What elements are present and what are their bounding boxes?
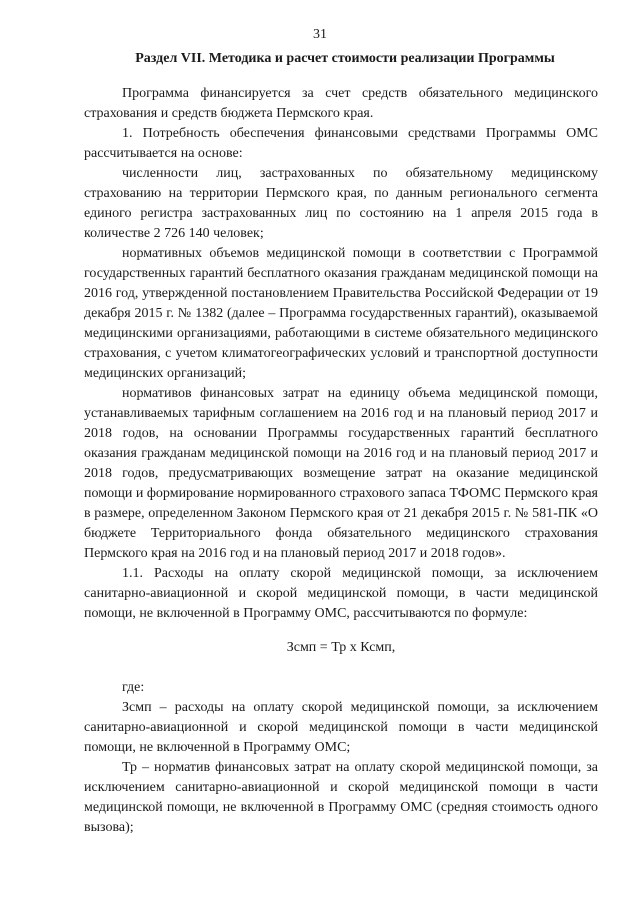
where-label: где: xyxy=(122,680,145,695)
definition-tr: Тр – норматив финансовых затрат на оплату скорой медицинской помощи, за исключением санитарно-авиационной и скорой медицинской помощи в части медицинской помощи, не включенной в Программу ОМС (средняя стоимость одного вызова); xyxy=(84,760,598,835)
paragraph-cost-norms: нормативов финансовых затрат на единицу объема медицинской помощи, устанавливаемых тарифным соглашением на 2016 год и на плановый период 2017 и 2018 годов, на основании Программы государственных гарантий бесплатного оказания гражданам медицинской помощи на 2016 год и на плановый период 2017 и 2018 годов, предусматривающих возмещение затрат на оказание медицинской помощи и формирование нормированного страхового запаса ТФОМС Пермского края в размере, определенном Законом Пермского края от 21 декабря 2015 г. № 581-ПК «О бюджете Территориального фонда обязательного медицинского страхования Пермского края на 2016 год и на плановый период 2017 и 2018 годов». xyxy=(84,386,599,561)
paragraph-funding: Программа финансируется за счет средств обязательного медицинского страхования и средств бюджета Пермского края. xyxy=(84,86,598,121)
paragraph-insured-count: численности лиц, застрахованных по обязательному медицинскому страхованию на территории Пермского края, по данным регионального сегмента единого регистра застрахованных лиц по состоянию на 1 апреля 2015 года в количестве 2 726 140 человек; xyxy=(84,166,598,241)
paragraph-requirement: 1. Потребность обеспечения финансовыми средствами Программы ОМС рассчитывается на основе: xyxy=(84,126,598,161)
paragraph-ambulance-costs: 1.1. Расходы на оплату скорой медицинской помощи, за исключением санитарно-авиационной и скорой медицинской помощи, в части медицинской помощи, не включенной в Программу ОМС, рассчитываются по формуле: xyxy=(84,566,598,621)
formula: Зсмп = Тр х Ксмп, xyxy=(286,640,396,655)
document-body xyxy=(84,84,598,838)
page-number: 31 xyxy=(313,27,327,42)
section-heading: Раздел VII. Методика и расчет стоимости реализации Программы xyxy=(135,51,555,66)
definition-zsmp: Зсмп – расходы на оплату скорой медицинской помощи, за исключением санитарно-авиационной и скорой медицинской помощи в части медицинской помощи, не включенной в Программу ОМС; xyxy=(84,700,598,755)
paragraph-volume-norms: нормативных объемов медицинской помощи в соответствии с Программой государственных гарантий бесплатного оказания гражданам медицинской помощи на 2016 год, утвержденной постановлением Правительства Российской Федерации от 19 декабря 2015 г. № 1382 (далее – Программа государственных гарантий), оказываемой медицинскими организациями, работающими в системе обязательного медицинского страхования, с учетом климатогеографических условий и транспортной доступности медицинских организаций; xyxy=(84,246,598,381)
